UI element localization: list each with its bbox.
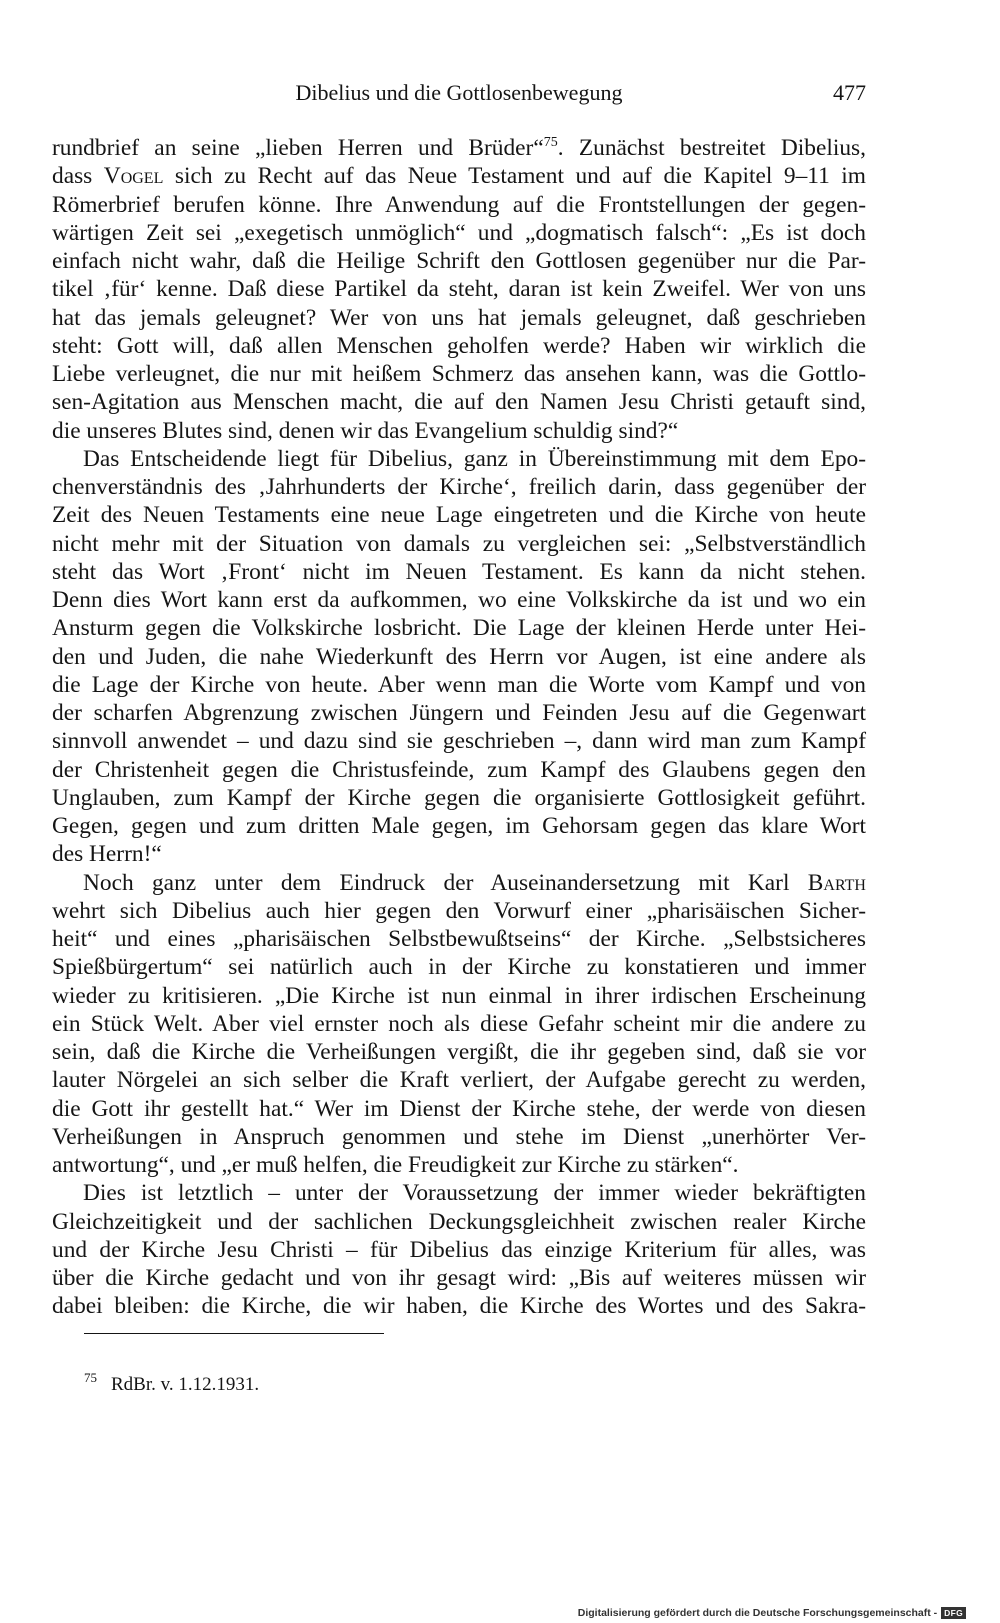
text-line: wieder zu kritisieren. „Die Kirche ist nun einmal in ihrer irdischen Erscheinung (52, 982, 866, 1009)
text-line: hat das jemals geleugnet? Wer von uns hat jemals geleugnet, daß geschrieben (52, 304, 866, 331)
text-line: steht: Gott will, daß allen Menschen geholfen werde? Haben wir wirklich die (52, 332, 866, 359)
credit-text: Digitalisierung gefördert durch die Deutsche Forschungsgemeinschaft - (577, 1607, 938, 1619)
text-line (52, 134, 866, 162)
text-line: dabei bleiben: die Kirche, die wir haben, die Kirche des Wortes und des Sakra- (52, 1293, 866, 1320)
author-name-barth: Barth (807, 869, 866, 896)
text-segment: dass (52, 163, 104, 190)
text-line: Zeit des Neuen Testaments eine neue Lage eingetreten und die Kirche von heute (52, 502, 866, 529)
text-line: nicht mehr mit der Situation von damals zu vergleichen sei: „Selbstverständlich (52, 530, 866, 557)
text-line: wärtigen Zeit sei „exegetisch unmöglich“ und „dogmatisch falsch“: „Es ist doch (52, 219, 866, 246)
text-line: sinnvoll anwendet – und dazu sind sie geschrieben –, dann wird man zum Kampf (52, 728, 866, 755)
footnote-divider (84, 1333, 384, 1334)
dfg-logo-icon: DFG (941, 1607, 966, 1619)
footnote-reference[interactable]: 75 (543, 135, 558, 150)
text-line: über die Kirche gedacht und von ihr gesagt wird: „Bis auf weiteres müssen wir (52, 1265, 866, 1291)
text-line: Dies ist letztlich – unter der Voraussetzung der immer wieder bekräftigten (83, 1180, 866, 1207)
text-line: Ansturm gegen die Volkskirche losbricht. Die Lage der kleinen Herde unter Hei- (52, 615, 866, 642)
text-line: sen-Agitation aus Menschen macht, die auf den Namen Jesu Christi getauft sind, (52, 389, 866, 416)
text-line: Das Entscheidende liegt für Dibelius, ganz in Übereinstimmung mit dem Epo- (83, 445, 866, 472)
author-name-vogel: Vogel (103, 163, 164, 190)
footnote-number: 75 (84, 1370, 97, 1385)
text-line: und der Kirche Jesu Christi – für Dibelius das einzige Kriterium für alles, was (52, 1236, 866, 1263)
text-line: ein Stück Welt. Aber viel ernster noch als diese Gefahr scheint mir die andere zu (52, 1010, 866, 1037)
text-segment: . Zunächst bestreitet Dibelius, (557, 135, 866, 161)
running-header (52, 80, 866, 112)
text-line: tikel ‚für‘ kenne. Daß diese Partikel da steht, daran ist kein Zweifel. Wer von uns (52, 276, 866, 303)
text-line: chenverständnis des ‚Jahrhunderts der Kirche‘, freilich darin, dass gegenüber der (52, 474, 866, 500)
text-line: Spießbürgertum“ sei natürlich auch in der Kirche zu konstatieren und immer (52, 954, 866, 981)
text-line: Denn dies Wort kann erst da aufkommen, wo eine Volkskirche da ist und wo ein (52, 587, 866, 613)
text-line: Unglauben, zum Kampf der Kirche gegen die organisierte Gottlosigkeit geführt. (52, 784, 866, 811)
text-line: Verheißungen in Anspruch genommen und stehe im Dienst „unerhörter Ver- (52, 1123, 866, 1150)
digitization-credit (578, 1605, 966, 1621)
text-line: die Gott ihr gestellt hat.“ Wer im Dienst der Kirche stehe, der werde von diesen (52, 1095, 866, 1122)
text-line (52, 162, 866, 190)
text-line: heit“ und eines „pharisäischen Selbstbewußtseins“ der Kirche. „Selbstsicheres (52, 926, 866, 952)
footnote-text: RdBr. v. 1.12.1931. (111, 1374, 260, 1395)
text-line: antwortung“, und „er muß helfen, die Freudigkeit zur Kirche zu stärken“. (52, 1152, 739, 1178)
text-line: Gegen, gegen und zum dritten Male gegen, im Gehorsam gegen das klare Wort (52, 813, 866, 839)
text-line: sein, daß die Kirche die Verheißungen vergißt, die ihr gegeben sind, daß sie vor (52, 1039, 866, 1065)
text-line: die unseres Blutes sind, denen wir das Evangelium schuldig sind?“ (52, 417, 679, 444)
text-line: Liebe verleugnet, die nur mit heißem Schmerz das ansehen kann, was die Gottlo- (52, 361, 866, 387)
text-line: wehrt sich Dibelius auch hier gegen den Vorwurf einer „pharisäischen Sicher- (52, 897, 866, 924)
text-segment: Noch ganz unter dem Eindruck der Auseinandersetzung mit Karl (83, 869, 808, 896)
text-segment: rundbrief an seine „lieben Herren und Brüder“ (52, 135, 544, 161)
text-line: die Lage der Kirche von heute. Aber wenn man die Worte vom Kampf und von (52, 671, 866, 698)
text-line: des Herrn!“ (52, 841, 162, 868)
text-line: lauter Nörgelei an sich selber die Kraft verliert, der Aufgabe gerecht zu werden, (52, 1067, 866, 1094)
page-number: 477 (833, 80, 866, 105)
text-line: den und Juden, die nahe Wiederkunft des Herrn vor Augen, ist eine andere als (52, 643, 866, 670)
text-line: Römerbrief berufen könne. Ihre Anwendung auf die Frontstellungen der gegen- (52, 191, 866, 218)
running-title: Dibelius und die Gottlosenbewegung (295, 80, 623, 105)
text-line (52, 869, 866, 897)
footnote (84, 1370, 260, 1396)
text-line: Gleichzeitigkeit und der sachlichen Deckungsgleichheit zwischen realer Kirche (52, 1208, 866, 1235)
text-line: steht das Wort ‚Front‘ nicht im Neuen Testament. Es kann da nicht stehen. (52, 558, 866, 585)
body-text (52, 134, 866, 1321)
text-line: einfach nicht wahr, daß die Heilige Schrift den Gottlosen gegenüber nur die Par- (52, 248, 866, 274)
text-line: der Christenheit gegen die Christusfeinde, zum Kampf des Glaubens gegen den (52, 756, 866, 783)
text-line: der scharfen Abgrenzung zwischen Jüngern und Feinden Jesu auf die Gegenwart (52, 700, 866, 726)
text-segment: sich zu Recht auf das Neue Testament und auf die Kapitel 9–11 im (163, 163, 866, 190)
